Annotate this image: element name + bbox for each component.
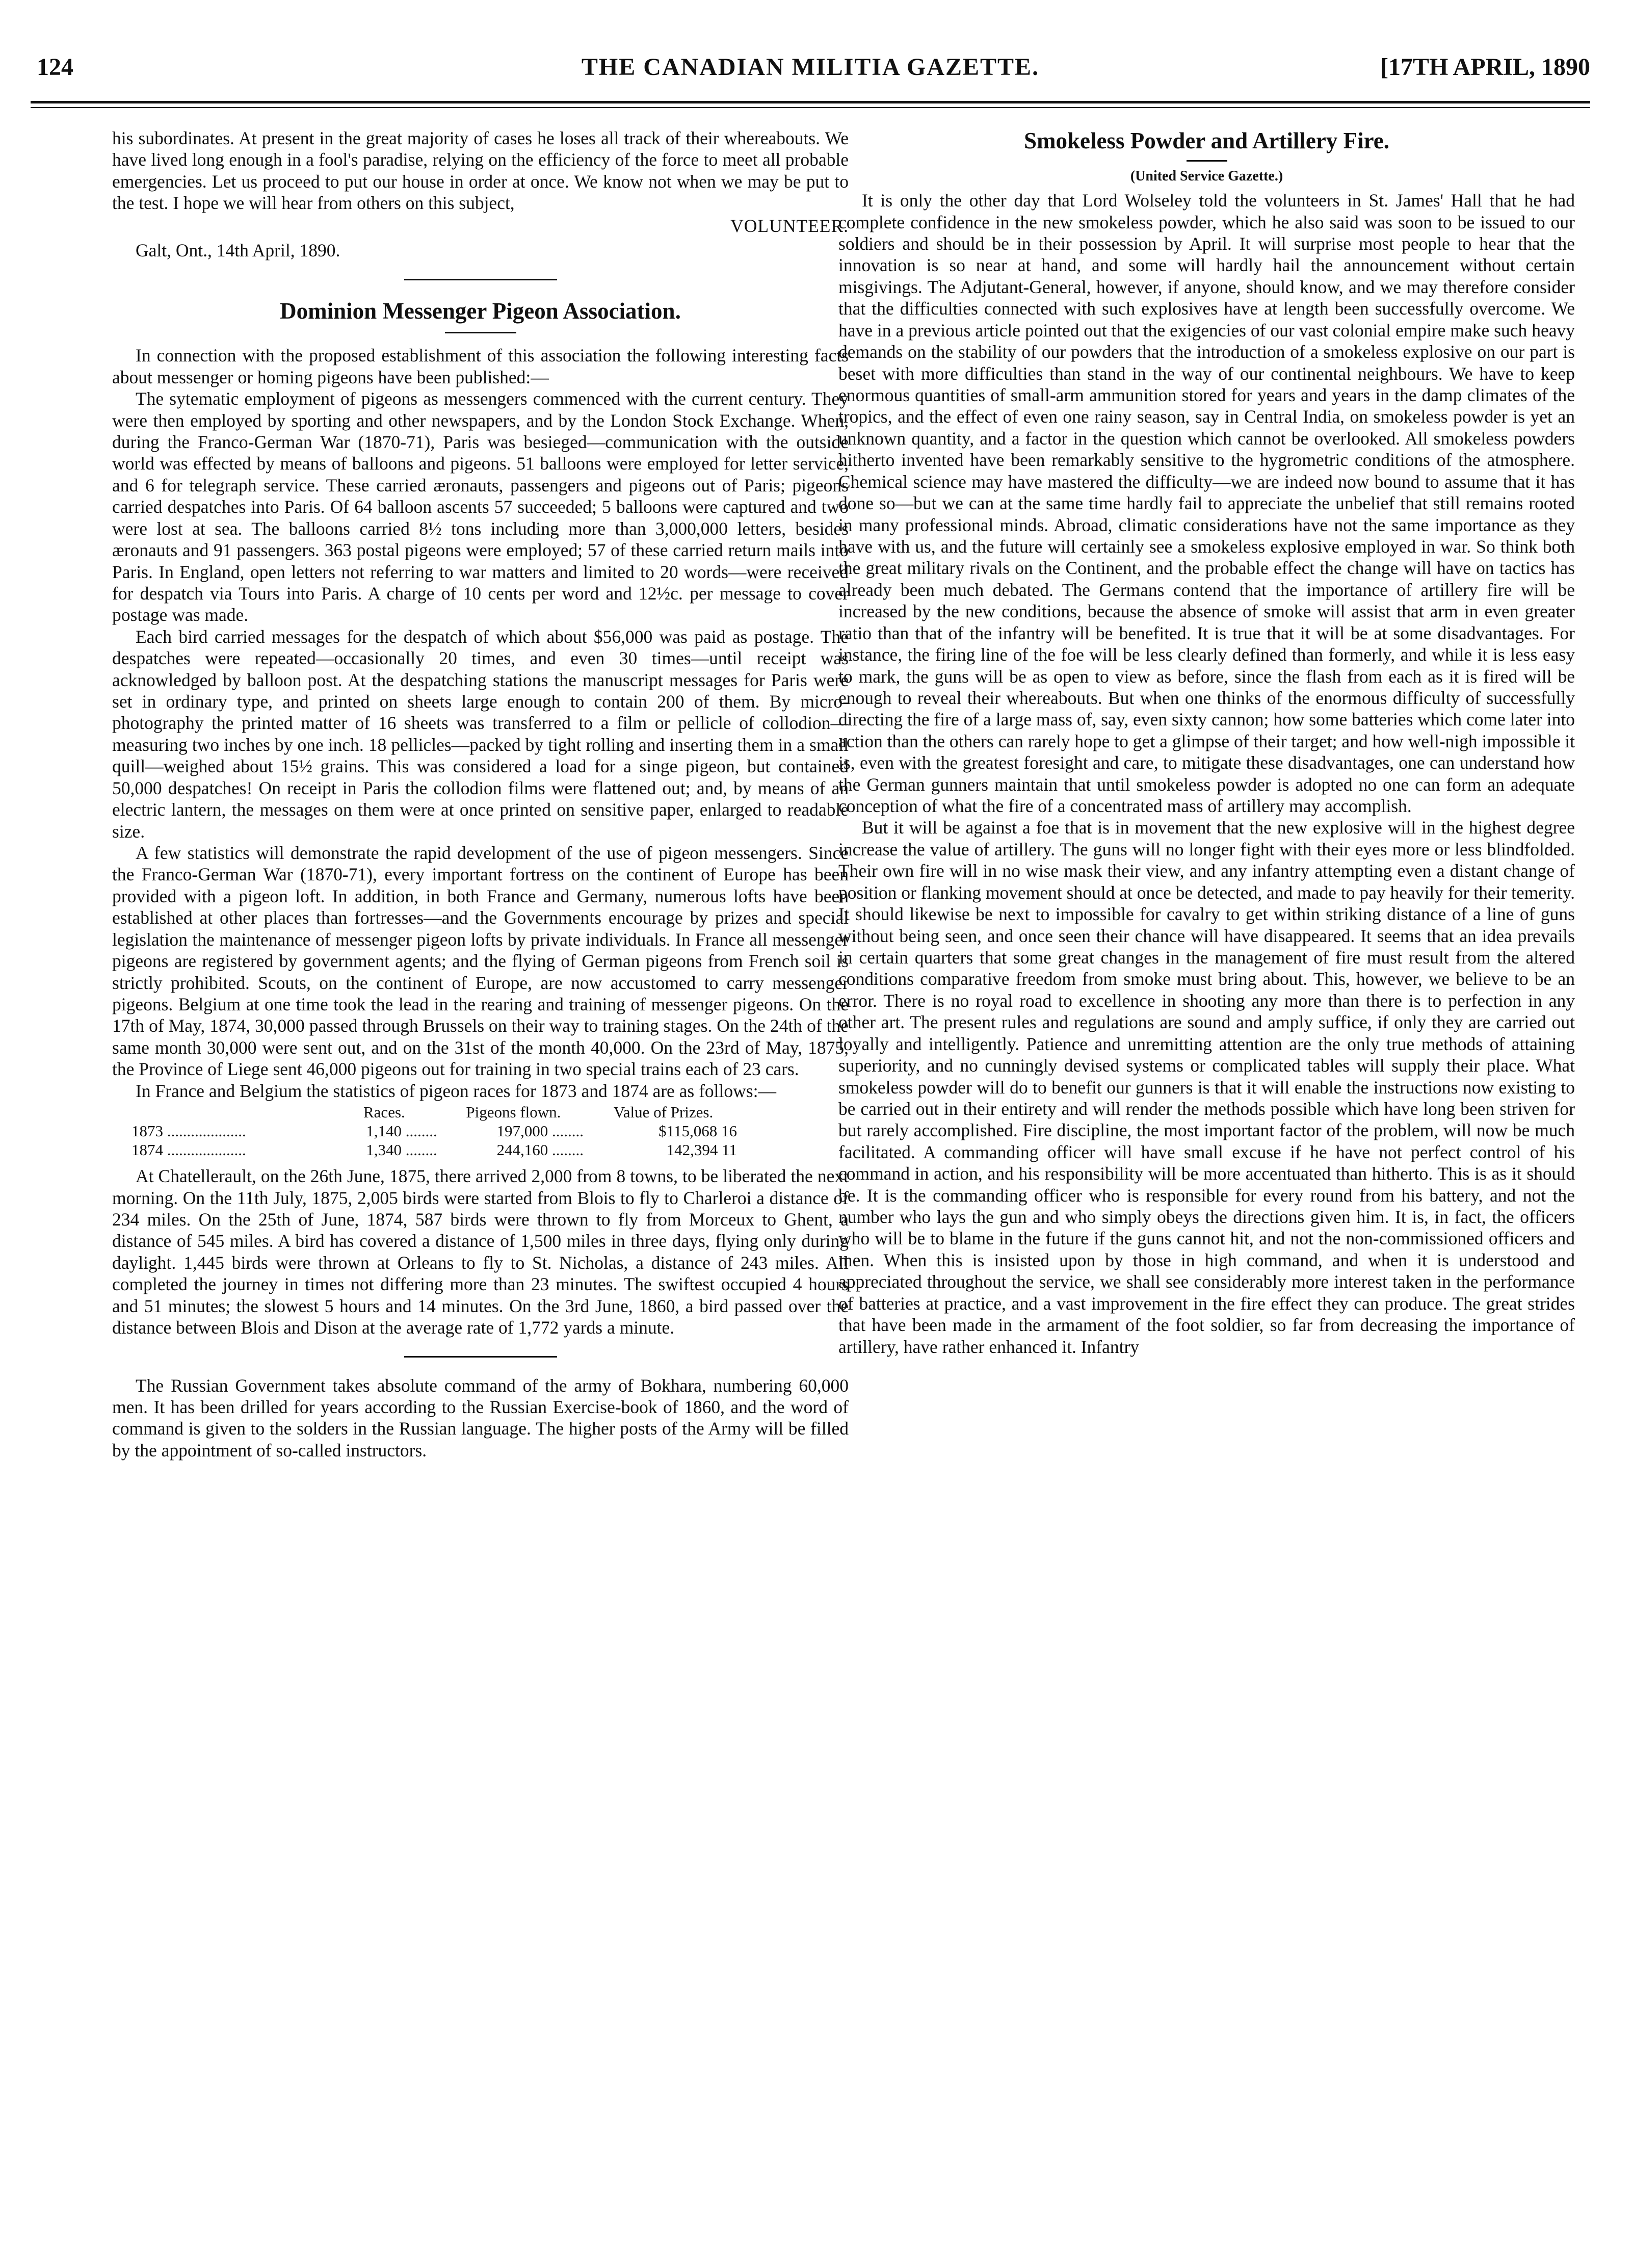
title-rule xyxy=(445,332,516,333)
page-number: 124 xyxy=(37,54,73,81)
table-cell: $115,068 16 xyxy=(659,1122,737,1140)
table-cell: 1873 .................... xyxy=(131,1122,246,1140)
pigeon-paragraph: Each bird carried messages for the despatch of which about $56,000 was paid as postage. The despatches were repeated—occasionally 20 times, and even 30 times—until receipt was acknowledged by balloon post. At the despatching stations the manuscript messages for Paris were set in ordinary type, and printed on sheets large enough to contain 200 of them. By micro-photography the printed matter of 16 sheets was transferred to a film or pellicle of collodion—measuring two inches by one inch. 18 pellicles—packed by tight rolling and inserting them in a small quill—weighed about 15½ grains. This was considered a load for a singe pigeon, but contained 50,000 despatches! On receipt in Paris the collodion films were flattened out; and, by means of an electric lantern, the messages on them were at once printed on sensitive paper, enlarged to readable size. xyxy=(112,626,849,842)
pigeon-paragraph: The sytematic employment of pigeons as messengers commenced with the current century. They were then employed by sporting and other newspapers, and by the London Stock Exchange. When, during the Franco-German War (1870-71), Paris was besieged—communication with the outside world was effected by means of balloons and pigeons. 51 balloons were employed for letter service, and 6 for telegraph service. These carried æronauts, passengers and pigeons out of Paris; pigeons carried despatches into Paris. Of 64 balloon ascents 57 succeeded; 5 balloons were captured and two were lost at sea. The balloons carried 8½ tons including more than 3,000,000 letters, besides æronauts and 91 passengers. 363 postal pigeons were employed; 57 of these carried return mails into Paris. In England, open letters not referring to war matters and limited to 20 words—were received for despatch via Tours into Paris. A charge of 10 cents per word and 12½c. per message to cover postage was made. xyxy=(112,388,849,625)
russian-note: The Russian Government takes absolute command of the army of Bokhara, numbering 60,000 men. It has been drilled for years according to the Russian Exercise-book of 1860, and the word of command is given to the solders in the Russian language. The higher posts of the Army will be filled by the appointment of so-called instructors. xyxy=(112,1375,849,1461)
table-row xyxy=(128,1140,740,1159)
table-header: Pigeons flown. xyxy=(466,1103,561,1122)
section-separator xyxy=(404,279,557,280)
table-cell: 1874 .................... xyxy=(131,1141,246,1159)
table-row xyxy=(128,1122,740,1140)
table-header-row xyxy=(128,1103,740,1122)
table-cell: 1,140 ........ xyxy=(366,1122,437,1140)
header-rule xyxy=(31,101,1590,103)
smokeless-paragraph: It is only the other day that Lord Wolseley told the volunteers in St. James' Hall that he had complete confidence in the new smokeless powder, which he also said was soon to be issued to our soldiers and should be in their possession by April. It will surprise most people to hear that the innovation is so near at hand, and some will hardly hail the announcement without certain misgivings. The Adjutant-General, however, if anyone, should know, and we may therefore consider that the difficulties connected with such explosives have at length been successfully overcome. We have in a previous article pointed out that the exigencies of our vast colonial empire make such heavy demands on the stability of our powders that the introduction of a smokeless explosive on our part is beset with more difficulties than stand in the way of our continental neighbours. We have to keep enormous quantities of small-arm ammunition stored for years and years in the damp climates of the tropics, and the effect of even one rainy season, say in Central India, on smokeless powder is yet an unknown quantity, and a factor in the question which cannot be overlooked. All smokeless powders hitherto invented have been remarkably sensitive to the hygrometric conditions of the atmosphere. Chemical science may have mastered the difficulty—we are indeed now bound to assume that it has done so—but we can at the same time hardly fail to appreciate the unbelief that still remains rooted in many professional minds. Abroad, climatic considerations have not the same importance as they have with us, and the future will certainly see a smokeless explosive employed in war. So think both the great military rivals on the Continent, and the probable effect the change will have on tactics has already been much debated. The Germans contend that the importance of artillery fire will be increased by the new conditions, because the absence of smoke will assist that arm in even greater ratio than that of the infantry will be benefited. It is true that it will be at some disadvantages. For instance, the firing line of the foe will be less clearly defined than formerly, and while it is less easy to mark, the guns will be as open to view as before, since the flash from each as it is fired will be enough to reveal their whereabouts. But when one thinks of the enormous difficulty of successfully directing the fire of a large mass of, say, even sixty cannon; how some batteries which come later into action than the others can rarely hope to get a glimpse of their target; and how well-nigh impossible it is, even with the greatest foresight and care, to mitigate these disadvantages, one can understand how the German gunners maintain that until smokeless powder is adopted no one can form an adequate conception of what the fire of a concentrated mass of artillery may accomplish. xyxy=(838,190,1575,817)
table-header: Value of Prizes. xyxy=(613,1103,714,1122)
pigeon-article-title: Dominion Messenger Pigeon Association. xyxy=(280,298,681,324)
letter-place-date: Galt, Ont., 14th April, 1890. xyxy=(136,240,340,261)
letter-signature: VOLUNTEER. xyxy=(730,215,849,236)
pigeon-paragraph: At Chatellerault, on the 26th June, 1875, there arrived 2,000 from 8 towns, to be liberated the next morning. On the 11th July, 1875, 2,005 birds were started from Blois to fly to Charleroi a distance of 234 miles. On the 25th of June, 1874, 587 birds were thrown to fly from Morceux to Ghent, a distance of 545 miles. A bird has covered a distance of 1,500 miles in three days, flying only during daylight. 1,445 birds were thrown at Orleans to fly to St. Nicholas, a distance of 243 miles. All completed the journey in times not differing more than 23 minutes. The swiftest occupied 4 hours and 51 minutes; the slowest 5 hours and 14 minutes. On the 3rd June, 1860, a bird passed over the distance between Blois and Dison at the average rate of 1,772 yards a minute. xyxy=(112,1166,849,1338)
smokeless-article-title: Smokeless Powder and Artillery Fire. xyxy=(1023,128,1389,153)
table-cell: 197,000 ........ xyxy=(496,1122,584,1140)
issue-date: [17TH APRIL, 1890 xyxy=(1380,54,1590,81)
newspaper-title: THE CANADIAN MILITIA GAZETTE. xyxy=(581,54,1040,81)
article-source: (United Service Gazette.) xyxy=(1130,168,1283,184)
masthead xyxy=(31,49,1590,90)
smokeless-paragraph: But it will be against a foe that is in movement that the new explosive will in the highest degree increase the value of artillery. The guns will no longer fight with their eyes more or less blindfolded. Their own fire will in no wise mask their view, and any infantry attempting even a distant change of position or flanking movement should at once be detected, and made to pay heavily for their temerity. It should likewise be next to impossible for cavalry to get within striking distance of a line of guns without being seen, and once seen their chance will have disappeared. It seems that an idea prevails in certain quarters that some great changes in the management of fire must result from the altered conditions comparative freedom from smoke must bring about. This, however, we believe to be an error. There is no royal road to excellence in shooting any more than there is to perfection in any other art. The present rules and regulations are sound and amply suffice, if only they are carried out loyally and intelligently. Patience and unremitting attention are the only true methods of attaining superiority, and no cunningly devised systems or complicated tables will supply their place. What smokeless powder will do to benefit our gunners is that it will enable the instructions now existing to be carried out in their entirety and will render the methods possible which have long been striven for but rarely accomplished. Fire discipline, the most important factor of the problem, will now be much facilitated. A commanding officer will have small excuse if he have not perfect control of his command in action, and his responsibility will be more accentuated than hitherto. This is as it should be. It is the commanding officer who is responsible for every round from his battery, and not the number who lays the gun and who simply obeys the directions given him. It is, in fact, the officers who will be to blame in the future if the guns cannot hit, and not the non-commissioned officers and men. When this is insisted upon by those in high command, and when it is understood and appreciated throughout the service, we shall see considerably more interest taken in the performance of batteries at practice, and a vast improvement in the fire effect they can produce. The great strides that have been made in the armament of the foot soldier, so far from decreasing the importance of artillery, have rather enhanced it. Infantry xyxy=(838,817,1575,1357)
table-header: Races. xyxy=(363,1103,405,1122)
table-header xyxy=(128,1103,328,1122)
table-cell: 142,394 11 xyxy=(666,1141,737,1159)
table-cell: 244,160 ........ xyxy=(496,1141,584,1159)
pigeon-paragraph: In France and Belgium the statistics of pigeon races for 1873 and 1874 are as follows:— xyxy=(136,1080,776,1101)
title-rule xyxy=(1187,160,1227,162)
pigeon-race-table xyxy=(128,1103,740,1159)
pigeon-paragraph: A few statistics will demonstrate the rapid development of the use of pigeon messengers. Since the Franco-German War (1870-71), every important fortress on the continent of Europe has been provided with a pigeon loft. In addition, in both France and Germany, numerous lofts have been established at other places than fortresses—and the Governments encourage by prizes and special legislation the maintenance of messenger pigeon lofts by private individuals. In France all messenger pigeons are registered by government agents; and the flying of German pigeons from French soil is strictly prohibited. Scouts, on the continent of Europe, are now accustomed to carry messenger pigeons. Belgium at one time took the lead in the rearing and training of messenger pigeons. On the 17th of May, 1874, 30,000 passed through Brussels on their way to training stages. On the 24th of the same month 30,000 were sent out, and on the 31st of the month 40,000. On the 23rd of May, 1875, the Province of Liege sent 46,000 pigeons out for training in two special trains each of 23 cars. xyxy=(112,843,849,1080)
header-rule-thin xyxy=(31,107,1590,108)
table-cell: 1,340 ........ xyxy=(366,1141,437,1159)
section-separator xyxy=(404,1356,557,1358)
right-column xyxy=(838,127,1575,2233)
pigeon-paragraph: In connection with the proposed establishment of this association the following interesting facts about messenger or homing pigeons have been published:— xyxy=(112,345,849,387)
letter-text: his subordinates. At present in the great majority of cases he loses all track of their whereabouts. We have lived long enough in a fool's paradise, relying on the efficiency of the force to meet all probable emergencies. Let us proceed to put our house in order at once. We know not when we may be put to the test. I hope we will hear from others on this subject, xyxy=(112,128,849,214)
left-column xyxy=(112,127,849,2233)
